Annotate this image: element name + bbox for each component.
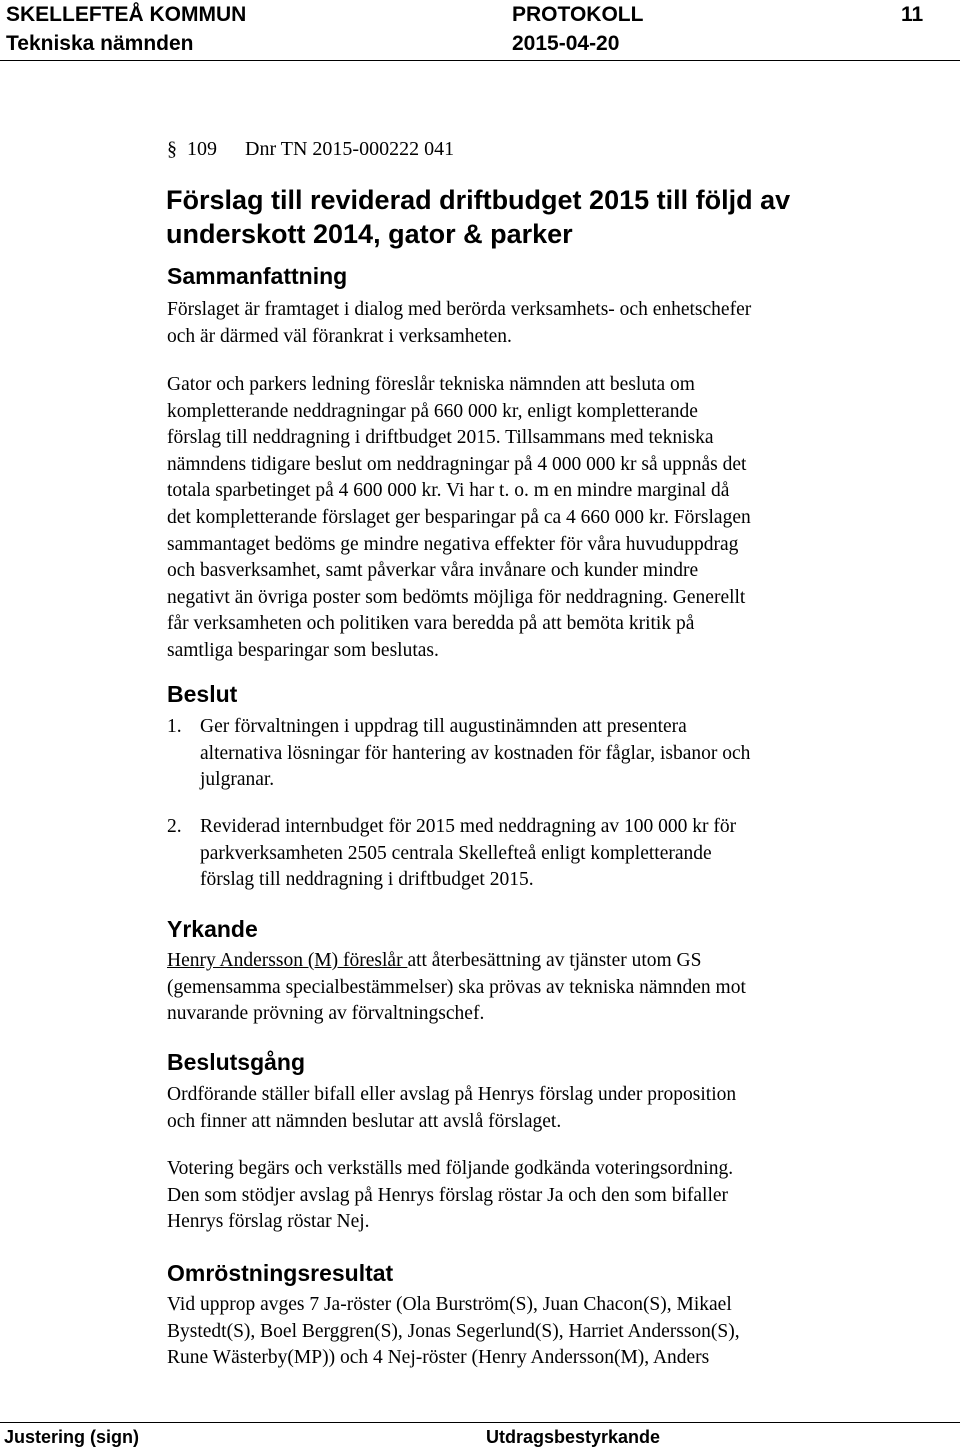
vote-result-paragraph	[167, 1292, 740, 1372]
header-committee: Tekniska nämnden	[6, 32, 194, 55]
case-line	[167, 136, 454, 162]
header-organization: SKELLEFTEÅ KOMMUN	[6, 3, 247, 26]
text-line: nämndens tidigare beslut om neddragningar på 4 000 000 kr så uppnås det	[167, 453, 747, 475]
header-date: 2015-04-20	[512, 32, 620, 55]
paragraph-sign: §	[167, 138, 177, 160]
text-line: Vid upprop avges 7 Ja-röster (Ola Burström(S), Juan Chacon(S), Mikael	[167, 1294, 732, 1315]
heading-sammanfattning: Sammanfattning	[167, 263, 348, 289]
text-line: Henrys förslag röstar Nej.	[167, 1211, 370, 1233]
header-rule	[0, 60, 960, 61]
text-line: sammantaget bedöms ge mindre negativa effekter för våra huvuduppdrag	[167, 533, 739, 555]
motion-paragraph	[167, 948, 746, 1028]
text-line: och basverksamhet, samt påverkar våra invånare och kunder mindre	[167, 560, 699, 582]
footer-justering: Justering (sign)	[4, 1427, 140, 1447]
header-page-number: 11	[901, 3, 924, 26]
procedure-paragraph-1	[167, 1082, 736, 1135]
decision-number: 2.	[167, 816, 182, 837]
decision-text	[200, 814, 736, 894]
document-title: Förslag till reviderad driftbudget 2015 till följd av underskott 2014, gator & parker	[166, 185, 791, 249]
text-line: Votering begärs och verkställs med följande godkända voteringsordning.	[167, 1158, 734, 1179]
text-line: och finner att nämnden beslutar att avslå förslaget.	[167, 1110, 562, 1132]
text-line: nuvarande prövning av förvaltningschef.	[167, 1003, 485, 1025]
text-line: parkverksamheten 2505 centrala Skellefteå enligt kompletterande	[200, 842, 712, 864]
text-line: Ordförande ställer bifall eller avslag på Henrys förslag under proposition	[167, 1084, 737, 1105]
text-line: får verksamheten och politiken vara beredda på att bemöta kritik på	[167, 613, 695, 635]
procedure-paragraph-2	[167, 1156, 733, 1236]
text-line: (gemensamma specialbestämmelser) ska prövas av tekniska nämnden mot	[167, 976, 746, 998]
text-line: det kompletterande förslaget ger besparingar på ca 4 660 000 kr. Förslagen	[167, 506, 751, 528]
text-line: förslag till neddragning i driftbudget 2015. Tillsammans med tekniska	[167, 427, 714, 449]
decision-number: 1.	[167, 716, 182, 737]
text-line: kompletterande neddragningar på 660 000 kr, enligt kompletterande	[167, 400, 698, 422]
heading-beslut: Beslut	[167, 681, 238, 707]
text-line: Rune Wästerby(MP)) och 4 Nej-röster (Henry Andersson(M), Anders	[167, 1347, 710, 1369]
text-line: och är därmed väl förankrat i verksamheten.	[167, 325, 512, 347]
text-line: Förslaget är framtaget i dialog med berörda verksamhets- och enhetschefer	[167, 299, 752, 320]
text-line: Ger förvaltningen i uppdrag till augustinämnden att presentera	[200, 716, 687, 737]
case-reference: Dnr TN 2015-000222 041	[245, 138, 455, 160]
text-line: förslag till neddragning i driftbudget 2015.	[200, 869, 534, 891]
heading-beslutsgang: Beslutsgång	[167, 1049, 306, 1075]
summary-paragraph-2	[167, 372, 751, 665]
text-line: Gator och parkers ledning föreslår tekniska nämnden att besluta om	[167, 374, 695, 395]
text-line: negativt än övriga poster som bedömts möjliga för neddragning. Generellt	[167, 586, 746, 608]
paragraph-number: 109	[187, 138, 217, 160]
footer-rule	[0, 1422, 960, 1423]
motion-proposer: Henry Andersson (M) föreslår	[167, 950, 408, 971]
text-line: alternativa lösningar för hantering av kostnaden för fåglar, isbanor och	[200, 742, 751, 764]
text-line: Den som stödjer avslag på Henrys förslag röstar Ja och den som bifaller	[167, 1184, 729, 1206]
text-line: julgranar.	[200, 769, 275, 791]
header-document-type: PROTOKOLL	[512, 3, 644, 26]
heading-yrkande: Yrkande	[167, 916, 258, 942]
text-line: Reviderad internbudget för 2015 med neddragning av 100 000 kr för	[200, 816, 737, 837]
text-line: Bystedt(S), Boel Berggren(S), Jonas Segerlund(S), Harriet Andersson(S),	[167, 1320, 740, 1342]
summary-paragraph-1	[167, 297, 751, 350]
heading-omrostningsresultat: Omröstningsresultat	[167, 1260, 394, 1286]
motion-text: att återbesättning av tjänster utom GS	[407, 950, 702, 971]
text-line: samtliga besparingar som beslutas.	[167, 639, 439, 661]
footer-utdragsbestyrkande: Utdragsbestyrkande	[486, 1427, 661, 1447]
text-line: totala sparbetinget på 4 600 000 kr. Vi har t. o. m en mindre marginal då	[167, 480, 730, 502]
text-line	[167, 948, 746, 975]
decision-text	[200, 714, 750, 794]
